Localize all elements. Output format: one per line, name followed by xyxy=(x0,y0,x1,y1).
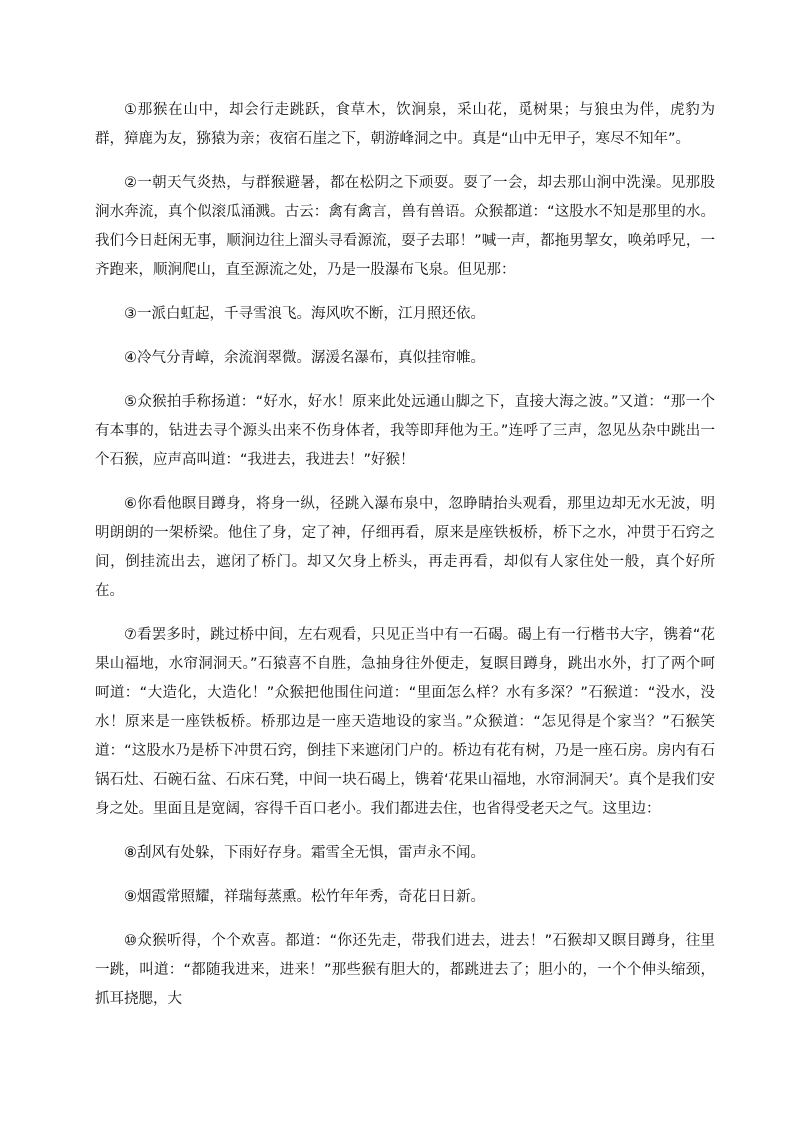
paragraph-9: ⑨烟霞常照耀，祥瑞每蒸熏。松竹年年秀，奇花日日新。 xyxy=(124,889,485,905)
paragraph-4: ④冷气分青嶂，余流润翠微。潺湲名瀑布，真似挂帘帷。 xyxy=(124,350,485,366)
paragraph-3: ③一派白虹起，千寻雪浪飞。海风吹不断，江月照还依。 xyxy=(124,306,485,322)
paragraph-7: ⑦看罢多时，跳过桥中间，左右观看，只见正当中有一石碣。碣上有一行楷书大字，镌着“花果山福地，水帘洞洞天。”石猿喜不自胜，急抽身往外便走，复瞑目蹲身，跳出水外，打了两个呵呵道：“大造化，大造化！”众猴把他围住问道：“里面怎么样？水有多深？”石猴道：“没水，没水！原来是一座铁板桥。桥那边是一座天造地设的家当。”众猴道：“怎见得是个家当？”石猴笑道：“这股水乃是桥下冲贯石窍，倒挂下来遮闭门户的。桥边有花有树，乃是一座石房。房内有石锅石灶、石碗石盆、石床石凳，中间一块石碣上，镌着‘花果山福地，水帘洞洞天’。真个是我们安身之处。里面且是宽阔，容得千百口老小。我们都进去住，也省得受老天之气。这里边： xyxy=(95,627,715,817)
paragraph-10: ⑩众猴听得，个个欢喜。都道：“你还先走，带我们进去，进去！”石猴却又瞑目蹲身，往里一跳，叫道：“都随我进来，进来！”那些猴有胆大的，都跳进去了；胆小的，一个个伸头缩颈，抓耳挠腮，大 xyxy=(95,933,715,1007)
paragraph-8: ⑧刮风有处躲，下雨好存身。霜雪全无惧，雷声永不闻。 xyxy=(124,845,485,861)
paragraph-6: ⑥你看他瞑目蹲身，将身一纵，径跳入瀑布泉中，忽睁睛抬头观看，那里边却无水无波，明明朗朗的一架桥梁。他住了身，定了神，仔细再看，原来是座铁板桥，桥下之水，冲贯于石窍之间，倒挂流出去，遮闭了桥门。却又欠身上桥头，再走再看，却似有人家住处一般，真个好所在。 xyxy=(95,496,715,599)
document-body xyxy=(95,96,715,1029)
paragraph-2: ②一朝天气炎热，与群猴避暑，都在松阴之下顽耍。耍了一会，却去那山涧中洗澡。见那股涧水奔流，真个似滚瓜涌溅。古云：禽有禽言，兽有兽语。众猴都道：“这股水不知是那里的水。我们今日赶闲无事，顺涧边往上溜头寻看源流，耍子去耶！”喊一声，都拖男挈女，唤弟呼兄，一齐跑来，顺涧爬山，直至源流之处，乃是一股瀑布飞泉。但见那： xyxy=(95,175,715,278)
paragraph-5: ⑤众猴拍手称扬道：“好水，好水！原来此处远通山脚之下，直接大海之波。”又道：“那一个有本事的，钻进去寻个源头出来不伤身体者，我等即拜他为王。”连呼了三声，忽见丛杂中跳出一个石猴，应声高叫道：“我进去，我进去！”好猴！ xyxy=(95,394,715,468)
paragraph-1: ①那猴在山中，却会行走跳跃，食草木，饮涧泉，采山花，觅树果；与狼虫为伴，虎豹为群，獐鹿为友，猕猿为亲；夜宿石崖之下，朝游峰洞之中。真是“山中无甲子，寒尽不知年”。 xyxy=(95,102,715,147)
